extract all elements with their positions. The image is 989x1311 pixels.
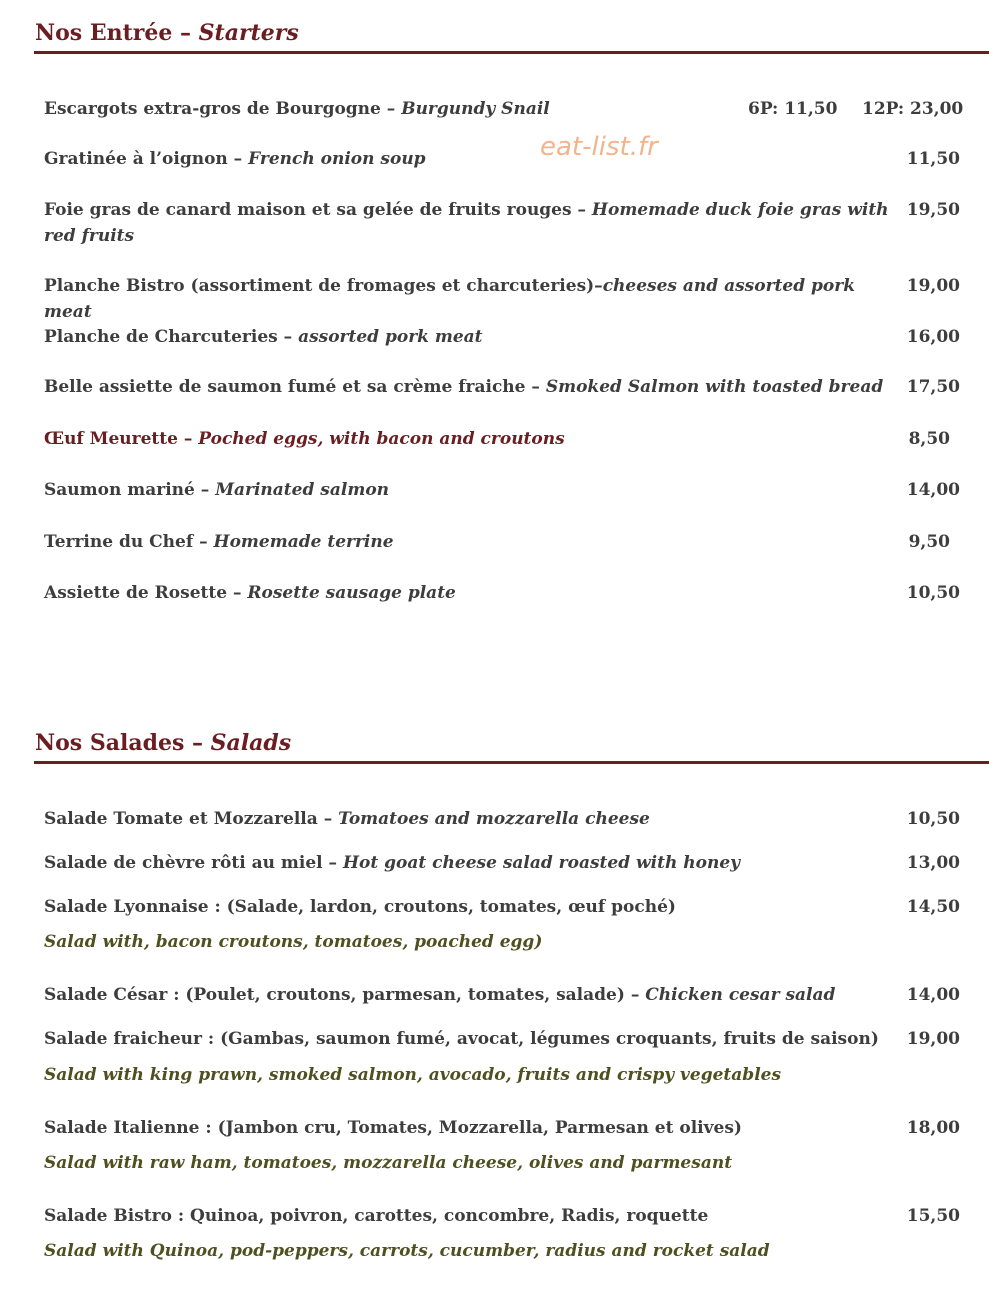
menu-item — [44, 529, 894, 555]
item-price: 19,50 — [906, 200, 960, 220]
item-name-fr: Gratinée à l’oignon – — [44, 149, 249, 169]
item-name-fr: Escargots extra-gros de Bourgogne – — [44, 99, 402, 119]
item-name-fr: Salade César : (Poulet, croutons, parmesan, tomates, salade) – — [44, 985, 646, 1005]
item-price: 8,50 — [908, 429, 950, 449]
item-name-fr: Belle assiette de saumon fumé et sa crème fraiche – — [44, 377, 546, 397]
item-price: 15,50 — [906, 1206, 960, 1226]
section-title-starters — [35, 20, 299, 46]
menu-item — [44, 894, 894, 920]
item-subtitle-en: Salad with, bacon croutons, tomatoes, poached egg) — [44, 932, 543, 952]
menu-item — [44, 850, 894, 876]
item-name-fr: Salade Lyonnaise : (Salade, lardon, croutons, tomates, œuf poché) — [44, 897, 676, 917]
item-name-en: assorted pork meat — [298, 327, 483, 347]
menu-item — [44, 273, 894, 325]
item-name-en: Homemade duck foie gras with red fruits — [44, 200, 889, 246]
item-name-fr: Salade Italienne : (Jambon cru, Tomates, Mozzarella, Parmesan et olives) — [44, 1118, 742, 1138]
item-name-en: Hot goat cheese salad roasted with honey — [342, 853, 741, 873]
menu-item — [44, 982, 894, 1008]
item-name-fr: Assiette de Rosette – — [44, 583, 248, 603]
menu-item — [44, 197, 894, 249]
menu-item — [44, 1203, 894, 1229]
item-name-en: Homemade terrine — [213, 532, 394, 552]
menu-item — [44, 477, 894, 503]
section-title-en: Starters — [198, 20, 299, 46]
section-divider — [34, 761, 989, 764]
item-price: 14,50 — [906, 897, 960, 917]
item-subtitle-en: Salad with Quinoa, pod-peppers, carrots, cucumber, radius and rocket salad — [44, 1241, 770, 1261]
item-name-fr: Planche de Charcuteries – — [44, 327, 299, 347]
item-price: 18,00 — [906, 1118, 960, 1138]
item-price: 13,00 — [906, 853, 960, 873]
item-name-en: French onion soup — [248, 149, 426, 169]
menu-item-highlighted — [44, 426, 894, 452]
item-name-fr: Foie gras de canard maison et sa gelée de fruits rouges – — [44, 200, 592, 220]
menu-item — [44, 1026, 894, 1052]
item-name-fr: Salade Bistro : Quinoa, poivron, carottes, concombre, Radis, roquette — [44, 1206, 709, 1226]
item-price-12p: 12P: 23,00 — [862, 99, 964, 119]
section-divider — [34, 51, 989, 54]
item-name-en: cheeses and assorted pork meat — [44, 276, 855, 322]
item-price-6p: 6P: 11,50 — [748, 99, 838, 119]
menu-item — [44, 1115, 894, 1141]
item-price: 10,50 — [906, 809, 960, 829]
item-price: 10,50 — [906, 583, 960, 603]
item-name-en: Rosette sausage plate — [247, 583, 456, 603]
item-name-en: Poched eggs, with bacon and croutons — [198, 429, 565, 449]
item-price: 16,00 — [906, 327, 960, 347]
item-subtitle-en: Salad with king prawn, smoked salmon, avocado, fruits and crispy vegetables — [44, 1065, 782, 1085]
item-name-fr: Salade de chèvre rôti au miel – — [44, 853, 343, 873]
menu-item — [44, 146, 894, 172]
item-name-fr: Saumon mariné – — [44, 480, 216, 500]
section-title-en: Salads — [210, 730, 292, 756]
item-price: 19,00 — [906, 1029, 960, 1049]
item-subtitle-en: Salad with raw ham, tomatoes, mozzarella cheese, olives and parmesant — [44, 1153, 733, 1173]
item-price: 17,50 — [906, 377, 960, 397]
item-price: 14,00 — [906, 480, 960, 500]
item-price: 9,50 — [908, 532, 950, 552]
item-name-fr: Œuf Meurette – — [44, 429, 199, 449]
item-name-en: Smoked Salmon with toasted bread — [545, 377, 884, 397]
item-name-fr: Salade fraicheur : (Gambas, saumon fumé, avocat, légumes croquants, fruits de saison) — [44, 1029, 879, 1049]
item-name-en: Tomatoes and mozzarella cheese — [338, 809, 650, 829]
item-price: 14,00 — [906, 985, 960, 1005]
item-name-fr: Terrine du Chef – — [44, 532, 214, 552]
menu-item — [44, 324, 894, 350]
section-title-fr: Nos Salades – — [35, 730, 211, 756]
item-name-en: Chicken cesar salad — [645, 985, 836, 1005]
menu-item — [44, 374, 894, 400]
item-price: 11,50 — [906, 149, 960, 169]
item-name-fr: Planche Bistro (assortiment de fromages et charcuteries)– — [44, 276, 603, 296]
section-title-fr: Nos Entrée – — [35, 20, 199, 46]
menu-item — [44, 806, 894, 832]
item-name-en: Marinated salmon — [215, 480, 390, 500]
item-price: 19,00 — [906, 276, 960, 296]
item-name-fr: Salade Tomate et Mozzarella – — [44, 809, 339, 829]
watermark-text: eat-list.fr — [540, 132, 658, 162]
menu-item — [44, 580, 894, 606]
section-title-salads — [35, 730, 291, 756]
item-name-en: Burgundy Snail — [401, 99, 550, 119]
